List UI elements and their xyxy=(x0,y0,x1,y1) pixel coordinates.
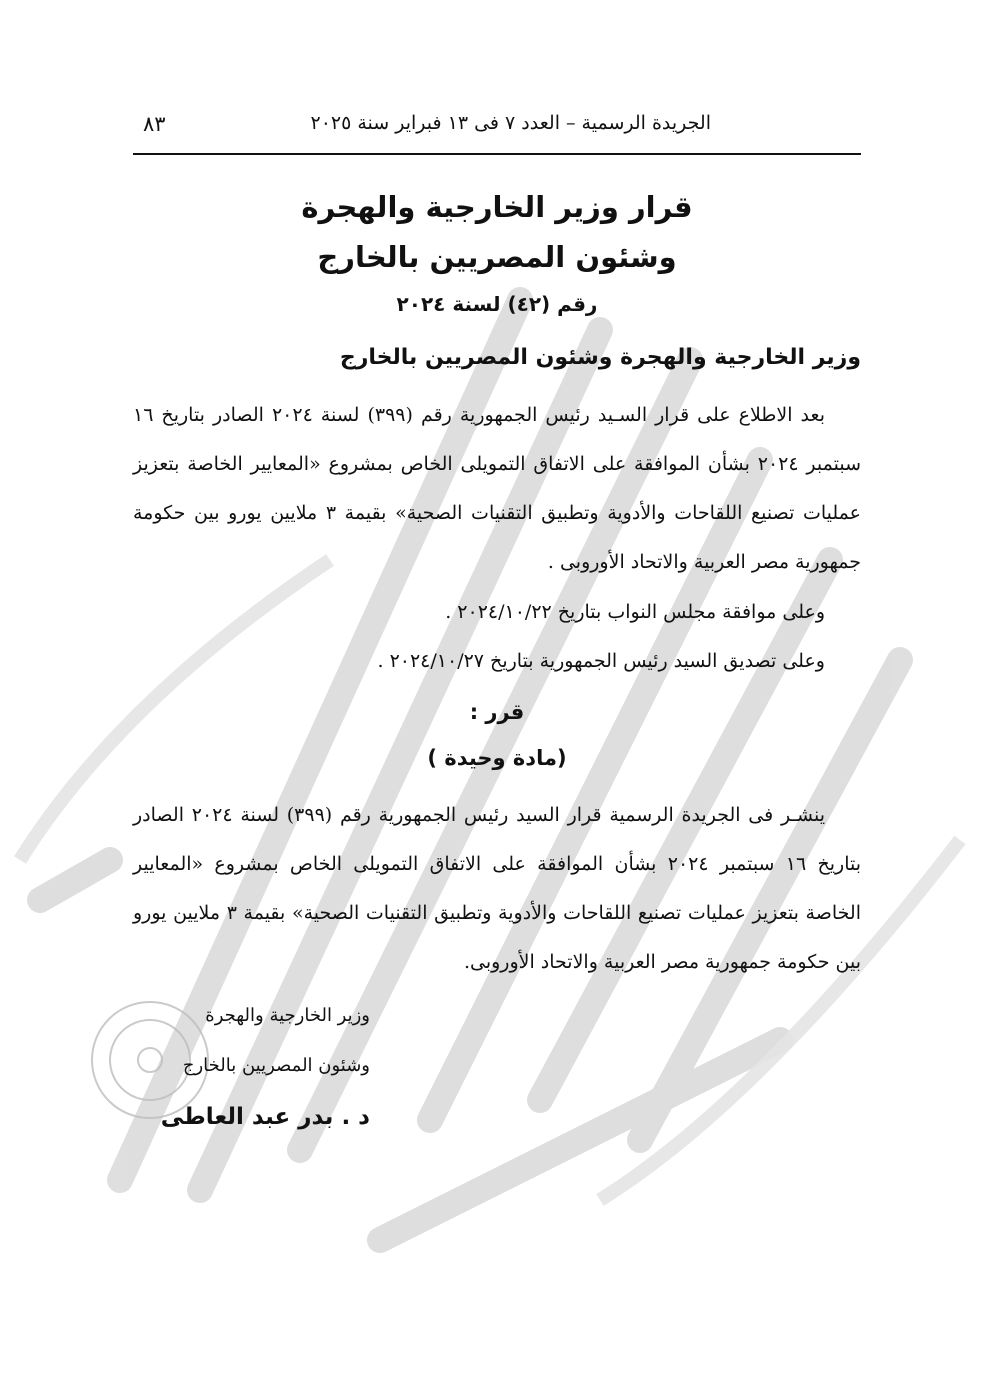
gazette-title: الجريدة الرسمية – العدد ٧ فى ١٣ فبراير سنة ٢٠٢٥ xyxy=(310,112,711,134)
minister-heading: وزير الخارجية والهجرة وشئون المصريين بالخارج xyxy=(339,345,861,370)
preamble-paragraph-2: وعلى موافقة مجلس النواب بتاريخ ٢٠٢٤/١٠/٢٢ . xyxy=(445,601,825,623)
signatory-name: د . بدر عبد العاطى xyxy=(160,1104,370,1130)
signature-title-line2: وشئون المصريين بالخارج xyxy=(182,1055,370,1076)
gazette-header xyxy=(133,112,861,152)
decree-number: رقم (٤٢) لسنة ٢٠٢٤ xyxy=(396,292,598,316)
article-label: (مادة وحيدة ) xyxy=(427,746,567,770)
preamble-paragraph-1: بعد الاطلاع على قرار السـيد رئيس الجمهورية رقم (٣٩٩) لسنة ٢٠٢٤ الصادر بتاريخ ١٦ سبتمبر ٢٠٢٤ بشأن الموافقة على الاتفاق التمويلى الخاص بمشروع «المعايير الخاصة بتعزيز عمليات تصنيع اللقاحات والأدوية وتطبيق التقنيات الصحية» بقيمة ٣ ملايين يورو بين حكومة جمهورية مصر العربية والاتحاد الأوروبى . xyxy=(133,404,861,573)
decree-title-line1: قرار وزير الخارجية والهجرة xyxy=(301,190,693,224)
header-rule xyxy=(133,153,861,155)
article-text: ينشـر فى الجريدة الرسمية قرار السيد رئيس الجمهورية رقم (٣٩٩) لسنة ٢٠٢٤ الصادر بتاريخ ١٦ سبتمبر ٢٠٢٤ بشأن الموافقة على الاتفاق التمويلى الخاص بمشروع «المعايير الخاصة بتعزيز عمليات تصنيع اللقاحات والأدوية وتطبيق التقنيات الصحية» بقيمة ٣ ملايين يورو بين حكومة جمهورية مصر العربية والاتحاد الأوروبى. xyxy=(133,804,862,973)
page-number: ٨٣ xyxy=(143,112,166,136)
decided-label: قرر : xyxy=(469,700,525,724)
signature-title-line1: وزير الخارجية والهجرة xyxy=(205,1005,370,1026)
preamble-paragraph-3: وعلى تصديق السيد رئيس الجمهورية بتاريخ ٢٠٢٤/١٠/٢٧ . xyxy=(377,650,825,672)
decree-title-line2: وشئون المصريين بالخارج xyxy=(317,240,677,274)
